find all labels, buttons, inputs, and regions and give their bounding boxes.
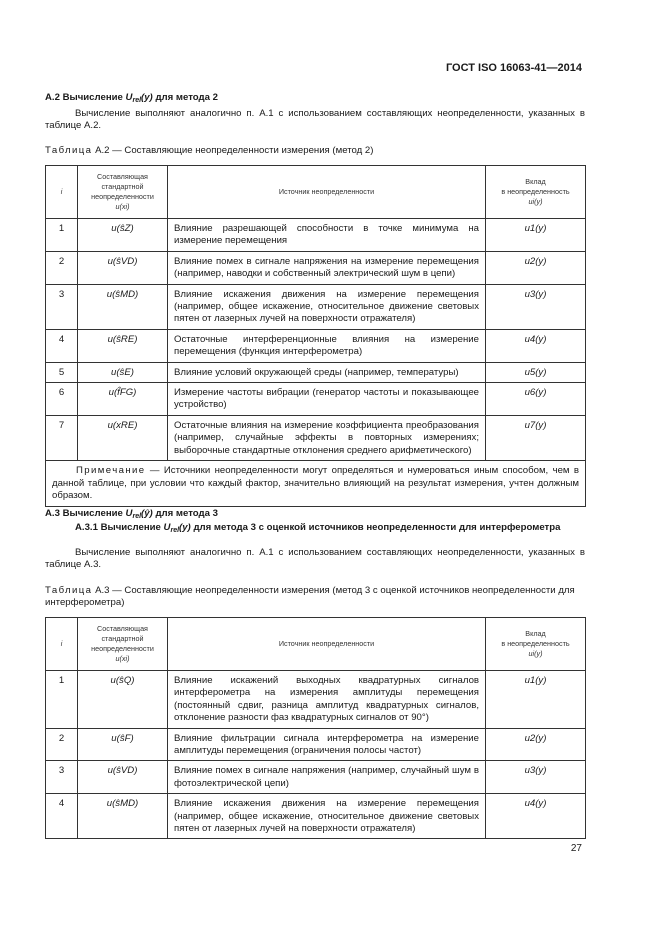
table-header-row (46, 618, 586, 671)
table-row: 2 u(ŝVD) Влияние помех в сигнале напряжения на измерение перемещения (например, наводки и собственный электрический шум в цепи) u2(y) (46, 251, 586, 284)
table-row: 1 u(ŝZ) Влияние разрешающей способности в точке минимума на измерение перемещения u1(y) (46, 219, 586, 252)
table-a3-caption: Таблица А.3 — Составляющие неопределенности измерения (метод 3 с оценкой источников неопределенности для интерферометра) (45, 585, 575, 609)
header-i: i (46, 166, 78, 219)
table-row: 5 u(ŝE) Влияние условий окружающей среды (например, температуры) u5(y) (46, 362, 586, 382)
table-row: 6 u(f̂FG) Измерение частоты вибрации (генератор частоты и показывающее устройство) u6(y) (46, 383, 586, 416)
table-a2 (45, 165, 586, 507)
header-i: i (46, 618, 78, 671)
document-id: ГОСТ ISO 16063-41—2014 (445, 62, 582, 74)
table-a3 (45, 617, 586, 839)
section-a3-body: Вычисление выполняют аналогично п. А.1 с использованием составляющих неопределенности, указанных в таблице А.3. (45, 547, 585, 571)
header-source: Источник неопределенности (168, 618, 486, 671)
table-row: 7 u(xRE) Остаточные влияния на измерение коэффициента преобразования (например, случайные эффекты в повторных измерениях; выборочные стандартные отклонения среднего арифметического) u7(y) (46, 415, 586, 460)
table-row: 3 u(ŝMD) Влияние искажения движения на измерение перемещения (например, общее искажение, относительное движение световых пятен от лазерных лучей на поверхности отражателя) u3(y) (46, 284, 586, 329)
header-contribution: Вклад в неопределенность ui(y) (486, 166, 586, 219)
table-row: 2 u(ŝF) Влияние фильтрации сигнала интерферометра на измерение амплитуды перемещения (ограничения полосы частот) u2(y) (46, 728, 586, 761)
table-row: 4 u(ŝRE) Остаточные интерференционные влияния на измерение перемещения (функция интерферометра) u4(y) (46, 329, 586, 362)
page-number: 27 (570, 843, 582, 854)
section-a3-heading: А.3 Вычисление $U_{rel}(ŷ)$ для метода 3 (45, 508, 218, 520)
table-a2-caption: Таблица А.2 — Составляющие неопределенности измерения (метод 2) (45, 145, 374, 156)
header-source: Источник неопределенности (168, 166, 486, 219)
section-a2-body: Вычисление выполняют аналогично п. А.1 с использованием составляющих неопределенности, указанных в таблице А.2. (45, 108, 585, 132)
header-std-uncertainty: Составляющая стандартной неопределенности u(xi) (78, 166, 168, 219)
section-a31-heading: А.3.1 Вычисление $U_{rel}(y)$ для метода 3 с оценкой источников неопределенности для интерферометра (75, 522, 561, 534)
header-contribution: Вклад в неопределенность ui(y) (486, 618, 586, 671)
table-row: 4 u(ŝMD) Влияние искажения движения на измерение перемещения (например, общее искажение, относительное движение световых пятен от лазерных лучей на поверхности отражателя) u4(y) (46, 794, 586, 839)
table-row: 1 u(ŝQ) Влияние искажений выходных квадратурных сигналов интерферометра на измерения амплитуды перемещения (постоянный сдвиг, разница амплитуд квадратурных сигналов, отклонение разности фаз квадратурных сигналов от 90°) u1(y) (46, 671, 586, 729)
table-header-row (46, 166, 586, 219)
section-a2-heading: А.2 Вычисление $U_{rel}(y)$ для метода 2 (45, 92, 218, 104)
table-note-row (46, 461, 586, 507)
header-std-uncertainty: Составляющая стандартной неопределенности u(xi) (78, 618, 168, 671)
table-note: Примечание — Источники неопределенности могут определяться и нумероваться иным способом, чем в данной таблице, при условии что каждый фактор, значительно влияющий на результат измерения, учтен должным образом. (46, 461, 586, 507)
table-row: 3 u(ŝVD) Влияние помех в сигнале напряжения (например, случайный шум в фотоэлектрической цепи) u3(y) (46, 761, 586, 794)
